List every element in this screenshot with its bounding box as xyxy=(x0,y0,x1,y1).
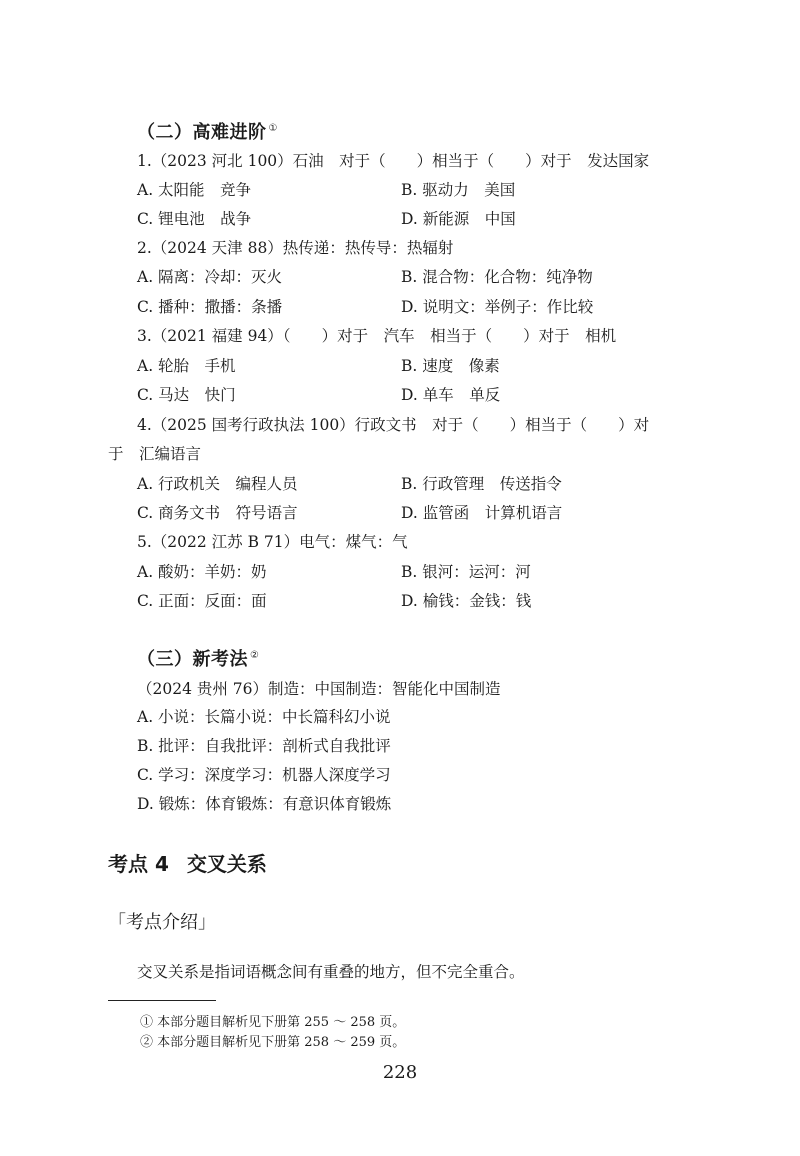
new-method-option-b: B. 批评：自我批评：剖析式自我批评 xyxy=(137,737,391,755)
new-method-option-c: C. 学习：深度学习：机器人深度学习 xyxy=(137,766,391,784)
footnote-2: ② 本部分题目解析见下册第 258 ～ 259 页。 xyxy=(140,1035,406,1050)
question-4-option-a: A. 行政机关 编程人员 xyxy=(137,475,298,493)
footnote-divider xyxy=(108,1000,216,1001)
question-1-stem: 1.（2023 河北 100）石油 对于（ ）相当于（ ）对于 发达国家 xyxy=(137,152,650,170)
question-2-option-b: B. 混合物：化合物：纯净物 xyxy=(401,268,593,286)
question-4-stem: 4.（2025 国考行政执法 100）行政文书 对于（ ）相当于（ ）对 xyxy=(137,416,650,434)
question-4-stem-continued: 于 汇编语言 xyxy=(108,445,202,463)
question-2-stem: 2.（2024 天津 88）热传递：热传导：热辐射 xyxy=(137,239,454,257)
question-3-option-a: A. 轮胎 手机 xyxy=(137,357,236,375)
question-2-option-c: C. 播种：撒播：条播 xyxy=(137,298,283,316)
footnote-1: ① 本部分题目解析见下册第 255 ～ 258 页。 xyxy=(140,1015,406,1030)
question-3-option-d: D. 单车 单反 xyxy=(401,386,501,404)
question-1-option-b: B. 驱动力 美国 xyxy=(401,181,516,199)
question-5-option-d: D. 榆钱：金钱：钱 xyxy=(401,592,532,610)
footnote-mark-1: ① xyxy=(268,123,278,134)
question-2-option-d: D. 说明文：举例子：作比较 xyxy=(401,298,594,316)
page-number: 228 xyxy=(382,1062,418,1083)
exam-point-number: 考点 4 xyxy=(108,852,169,876)
question-1-option-c: C. 锂电池 战争 xyxy=(137,210,252,228)
new-method-option-d: D. 锻炼：体育锻炼：有意识体育锻炼 xyxy=(137,795,392,813)
footnote-mark-2: ② xyxy=(250,650,260,661)
question-1-option-a: A. 太阳能 竞争 xyxy=(137,181,252,199)
question-4-option-d: D. 监管函 计算机语言 xyxy=(401,504,563,522)
exam-point-title: 交叉关系 xyxy=(186,852,267,876)
section-heading-advanced: （二）高难进阶 ① xyxy=(137,122,278,143)
section-heading-new-method: （三）新考法 ② xyxy=(137,649,260,670)
new-method-option-a: A. 小说：长篇小说：中长篇科幻小说 xyxy=(137,708,391,726)
question-4-option-c: C. 商务文书 符号语言 xyxy=(137,504,298,522)
exam-point-intro-text: 交叉关系是指词语概念间有重叠的地方，但不完全重合。 xyxy=(137,963,525,981)
question-2-option-a: A. 隔离：冷却：灭火 xyxy=(137,268,283,286)
exam-point-heading xyxy=(108,848,267,877)
question-3-stem: 3.（2021 福建 94）（ ）对于 汽车 相当于（ ）对于 相机 xyxy=(137,327,617,345)
question-3-option-c: C. 马达 快门 xyxy=(137,386,236,404)
exam-point-intro-heading: 「考点介绍」 xyxy=(108,912,216,933)
question-1-option-d: D. 新能源 中国 xyxy=(401,210,516,228)
question-5-stem: 5.（2022 江苏 B 71）电气：煤气：气 xyxy=(137,533,408,551)
question-5-option-b: B. 银河：运河：河 xyxy=(401,563,531,581)
question-3-option-b: B. 速度 像素 xyxy=(401,357,500,375)
question-5-option-a: A. 酸奶：羊奶：奶 xyxy=(137,563,267,581)
question-5-option-c: C. 正面：反面：面 xyxy=(137,592,267,610)
question-4-option-b: B. 行政管理 传送指令 xyxy=(401,475,562,493)
new-method-question-stem: （2024 贵州 76）制造：中国制造：智能化中国制造 xyxy=(137,680,501,698)
